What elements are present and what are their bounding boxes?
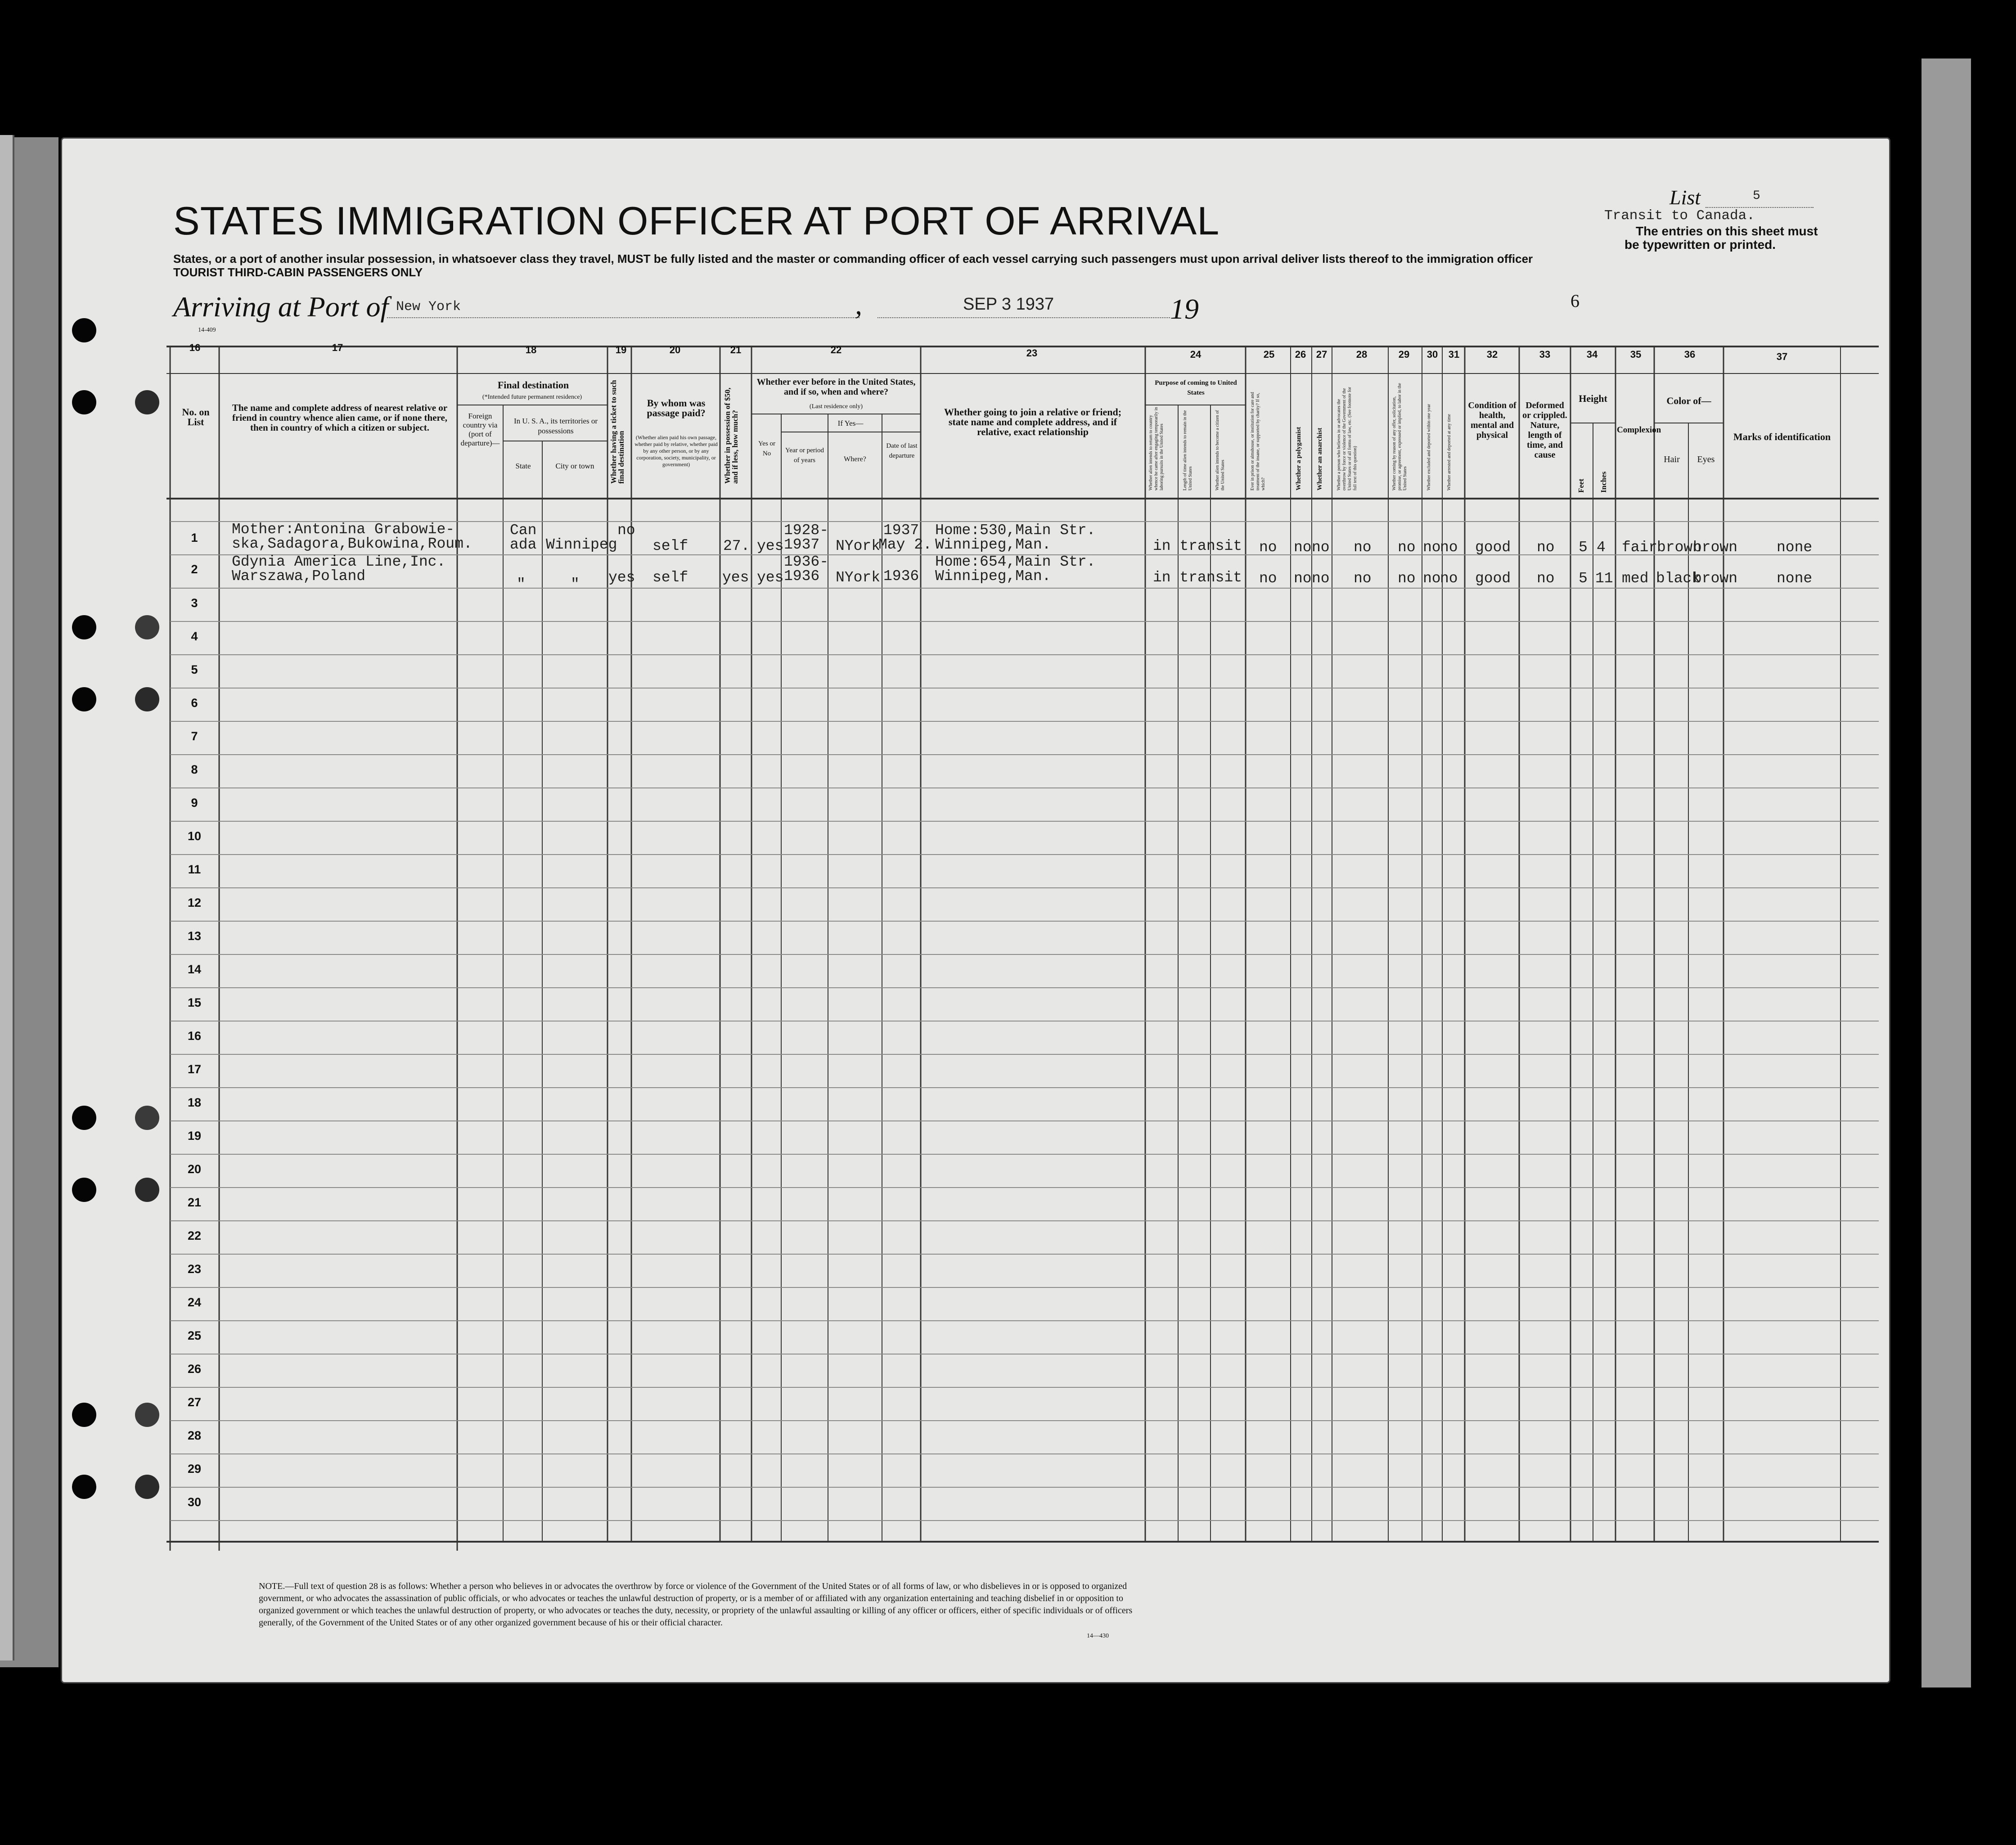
city: Winnipeg [546, 536, 617, 553]
hair: black [1656, 570, 1701, 587]
column-number: 32 [1486, 349, 1498, 360]
form-title: STATES IMMIGRATION OFFICER AT PORT OF ARRIVAL [173, 198, 1220, 243]
row-number: 27 [187, 1395, 202, 1409]
state: " [517, 576, 526, 593]
row-number: 8 [191, 763, 198, 776]
where: NYork [836, 538, 881, 554]
row-number: 28 [187, 1429, 202, 1442]
row-number: 6 [191, 696, 198, 710]
complexion: fair [1622, 539, 1658, 556]
year-prefix: 19 [1170, 293, 1199, 325]
complexion: med [1622, 570, 1649, 587]
column-number: 23 [1026, 347, 1038, 359]
typewritten-instruction: The entries on this sheet must [1636, 224, 1818, 238]
column-number: 16 [189, 342, 201, 353]
money: 27. [723, 538, 750, 554]
q31: no [1440, 539, 1458, 556]
header-eyes: Eyes [1697, 454, 1715, 464]
sheet-mark: 6 [1570, 291, 1580, 311]
header-feet: Feet [1577, 478, 1585, 493]
ticket: yes [608, 569, 635, 586]
row-number: 10 [187, 829, 202, 843]
list-label: List [1670, 186, 1701, 209]
departure-line2: 1936 [883, 568, 919, 585]
row-number: 19 [187, 1129, 202, 1143]
port-line [387, 317, 860, 318]
years-line2: 1937 [784, 536, 820, 553]
column-number: 37 [1776, 351, 1788, 362]
paid-by: self [652, 538, 688, 554]
row-number: 23 [187, 1262, 202, 1276]
column-number: 19 [615, 344, 627, 356]
header-26: Whether a polygamist [1295, 427, 1302, 490]
q28: no [1354, 539, 1372, 556]
eyes: brown [1693, 539, 1738, 556]
purpose: in transit [1153, 569, 1242, 586]
money: yes [722, 569, 749, 586]
transit-note: Transit to Canada. [1604, 208, 1755, 224]
row-number: 25 [187, 1329, 202, 1342]
column-number: 31 [1448, 349, 1460, 360]
row-number: 14 [187, 963, 202, 976]
header-hair: Hair [1664, 454, 1680, 464]
header-foreign-country: Foreign country via (port of departure)— [460, 412, 500, 447]
header-if-yes: If Yes— [837, 419, 864, 428]
header-24c: Whether alien intends to become a citizen of the United States [1215, 410, 1225, 490]
header-29: Whether coming by reason of any offer, solicitation, promise, or agreement, expressed or implied, to labor in the United States [1392, 383, 1408, 490]
header-before-us: Whether ever before in the United States, and if so, when and where? [756, 377, 916, 397]
row-number: 5 [191, 663, 198, 676]
relative-abroad-line1: Gdynia America Line,Inc. [232, 554, 446, 570]
relative-abroad-line1: Mother:Antonina Grabowie- [232, 521, 455, 538]
q31: no [1440, 570, 1458, 587]
list-number: 5 [1753, 189, 1760, 203]
row-number: 15 [187, 996, 202, 1009]
header-height: Height [1579, 393, 1607, 404]
q29: no [1398, 539, 1416, 556]
header-28: Whether a person who believes in or advocates the overthrow by force or violence of the Government of the United States or of all forms of law, etc. (See footnote for full text of this question) [1336, 387, 1358, 490]
row-number: 16 [187, 1029, 202, 1043]
row-number: 24 [187, 1296, 202, 1309]
years-line2: 1936 [784, 568, 820, 585]
header-no-on-list: No. on List [182, 406, 210, 428]
feet: 5 [1579, 539, 1588, 556]
typewritten-instruction-2: be typewritten or printed. [1624, 238, 1776, 252]
row-number: 12 [187, 896, 202, 909]
column-number: 30 [1426, 349, 1438, 360]
comma: , [855, 288, 862, 320]
years-line1: 1936- [784, 554, 829, 570]
row-number: 22 [187, 1229, 202, 1242]
header-paid-by: By whom was passage paid? [647, 397, 706, 418]
q30: no [1423, 539, 1441, 556]
joining-line1: Home:530,Main Str. [935, 522, 1096, 539]
date-line [878, 317, 1170, 318]
row-number: 7 [191, 729, 198, 743]
row-number: 26 [187, 1362, 202, 1376]
city: " [571, 576, 580, 593]
column-number: 35 [1630, 349, 1642, 360]
header-state: State [515, 462, 531, 470]
health: good [1475, 539, 1511, 556]
q29: no [1398, 570, 1416, 587]
relative-abroad-line2: Warszawa,Poland [232, 568, 366, 585]
column-number: 17 [332, 342, 343, 353]
deformed: no [1537, 570, 1555, 587]
header-yes-no: Yes or No [758, 440, 776, 457]
column-number: 27 [1316, 349, 1328, 360]
header-30: Whether excluded and deported within one year [1426, 404, 1431, 490]
relative-abroad-line2: ska,Sadagora,Bukowina,Roum. [232, 536, 472, 552]
column-number: 25 [1263, 349, 1275, 360]
form-number-bottom: 14—430 [1087, 1633, 1109, 1639]
joining-line1: Home:654,Main Str. [935, 554, 1096, 570]
column-number: 28 [1356, 349, 1368, 360]
header-final-destination-note: (*Intended future permanent residence) [482, 394, 582, 400]
been-before: yes [757, 538, 784, 554]
inches: 11 [1595, 570, 1613, 587]
inches: 4 [1597, 539, 1606, 556]
q28: no [1354, 570, 1372, 587]
column-number: 22 [830, 344, 842, 356]
column-number: 18 [525, 344, 537, 356]
prison: no [1259, 570, 1277, 587]
row-number: 11 [188, 863, 201, 876]
where: NYork [836, 569, 881, 586]
header-final-destination: Final destination [497, 379, 569, 391]
hair: brown [1657, 539, 1702, 556]
header-where: Where? [844, 455, 866, 463]
header-paid-by-note: (Whether alien paid his own passage, whether paid by relative, whether paid by any other person, or by any corporation, society, municipality, or government) [634, 434, 718, 468]
polygamist: no [1294, 570, 1312, 587]
header-27: Whether an anarchist [1316, 428, 1323, 490]
form-number-top: 14-409 [198, 327, 216, 333]
paid-by: self [652, 569, 688, 586]
been-before: yes [757, 569, 784, 586]
header-date-departure: Date of last departure [886, 442, 918, 459]
header-city: City or town [555, 462, 594, 470]
row-number: 17 [187, 1062, 202, 1076]
header-marks: Marks of identification [1733, 431, 1831, 442]
header-31: Whether arrested and deported at any time [1447, 414, 1452, 490]
anarchist: no [1312, 570, 1330, 587]
row-number: 21 [187, 1196, 202, 1209]
header-complexion: Complexion [1617, 425, 1661, 435]
departure-line1: 1937 [883, 522, 919, 539]
joining-line2: Winnipeg,Man. [935, 568, 1051, 585]
row-number: 30 [187, 1495, 202, 1509]
port-of-arrival: New York [396, 299, 461, 315]
header-deformed: Deformed or crippled. Nature, length of time, and cause [1522, 400, 1567, 460]
form-subtitle: States, or a port of another insular possession, in whatsoever class they travel, MUST be fully listed and the master or commanding officer of each vessel carrying such passengers must upon arrival deliver lists thereof to the immigration officer [173, 252, 1533, 266]
column-number: 24 [1190, 349, 1202, 360]
header-money: Whether in possession of $50, and if less, how much? [723, 387, 739, 484]
column-number: 20 [669, 344, 681, 356]
row-number: 2 [191, 562, 198, 576]
years-line1: 1928- [784, 522, 829, 539]
arriving-label: Arriving at Port of [173, 291, 389, 323]
column-number: 26 [1295, 349, 1306, 360]
health: good [1475, 570, 1511, 587]
header-last-residence: (Last residence only) [809, 403, 863, 410]
polygamist: no [1294, 539, 1312, 556]
purpose: in transit [1153, 538, 1242, 554]
header-health: Condition of health, mental and physical [1468, 400, 1516, 440]
header-25: Ever in prison or almshouse, or institution for care and treatment of the insane, or supported by charity? If so, which? [1250, 392, 1266, 490]
column-number: 33 [1539, 349, 1551, 360]
row-number: 3 [191, 596, 198, 610]
column-number: 29 [1398, 349, 1410, 360]
form-subtitle-class: TOURIST THIRD-CABIN PASSENGERS ONLY [173, 266, 423, 279]
arrival-date-stamp: SEP 3 1937 [963, 295, 1054, 314]
prison: no [1259, 539, 1277, 556]
foreign-country: Can [510, 522, 537, 539]
column-number: 21 [730, 344, 742, 356]
row-number: 1 [191, 531, 198, 544]
anarchist: no [1312, 539, 1330, 556]
row-number: 20 [187, 1162, 202, 1176]
column-number: 34 [1586, 349, 1598, 360]
header-purpose: Purpose of coming to United States [1155, 379, 1237, 396]
row-number: 4 [191, 630, 198, 643]
ticket: no [617, 522, 635, 539]
header-in-usa: In U. S. A., its territories or possessions [513, 417, 598, 435]
header-24a: Whether alien intends to return to country whence he came after engaging temporarily in laboring pursuits in the United States [1148, 407, 1164, 490]
state: ada [510, 536, 537, 553]
header-relative-abroad: The name and complete address of nearest relative or friend in country whence alien came, or if none there, then in country of which a citizen or subject. [232, 402, 448, 433]
header-inches: Inches [1599, 471, 1608, 493]
deformed: no [1537, 539, 1555, 556]
header-year-period: Year or period of years [785, 447, 824, 464]
column-number: 36 [1684, 349, 1696, 360]
header-24b: Length of time alien intends to remain in the United States [1183, 410, 1193, 490]
header-joining: Whether going to join a relative or friend; state name and complete address, and if relative, exact relationship [944, 406, 1122, 437]
marks: none [1777, 539, 1813, 556]
row-number: 9 [191, 796, 198, 810]
eyes: brown [1693, 570, 1738, 587]
joining-line2: Winnipeg,Man. [935, 536, 1051, 553]
marks: none [1777, 570, 1813, 587]
question-28-footnote: NOTE.—Full text of question 28 is as follows: Whether a person who believes in or advocates the overthrow by force or violence of the Government of the United States or of all forms of law, or who disbelieves in or is opposed to organized government, or who advocates the assassination of public officials, or who advocates or teaches the unlawful destruction of property, or is a member of or affiliated with any organization entertaining and teaching disbelief in or opposition to organized government or which teaches the unlawful destruction of property, or who advocates or teaches the duty, necessity, or propriety of the unlawful assaulting or killing of any officer or officers, either of specific individuals or of officers generally, of the Government of the United States or of any other organized government because of his or their official character. [259, 1581, 1133, 1628]
header-color-of: Color of— [1666, 395, 1711, 406]
header-ticket: Whether having a ticket to such final destination [609, 380, 626, 484]
row-number: 13 [187, 929, 202, 943]
q30: no [1423, 570, 1441, 587]
row-number: 29 [187, 1462, 202, 1476]
feet: 5 [1579, 570, 1588, 587]
row-number: 18 [187, 1096, 202, 1109]
departure-line2: May 2. [878, 536, 932, 553]
